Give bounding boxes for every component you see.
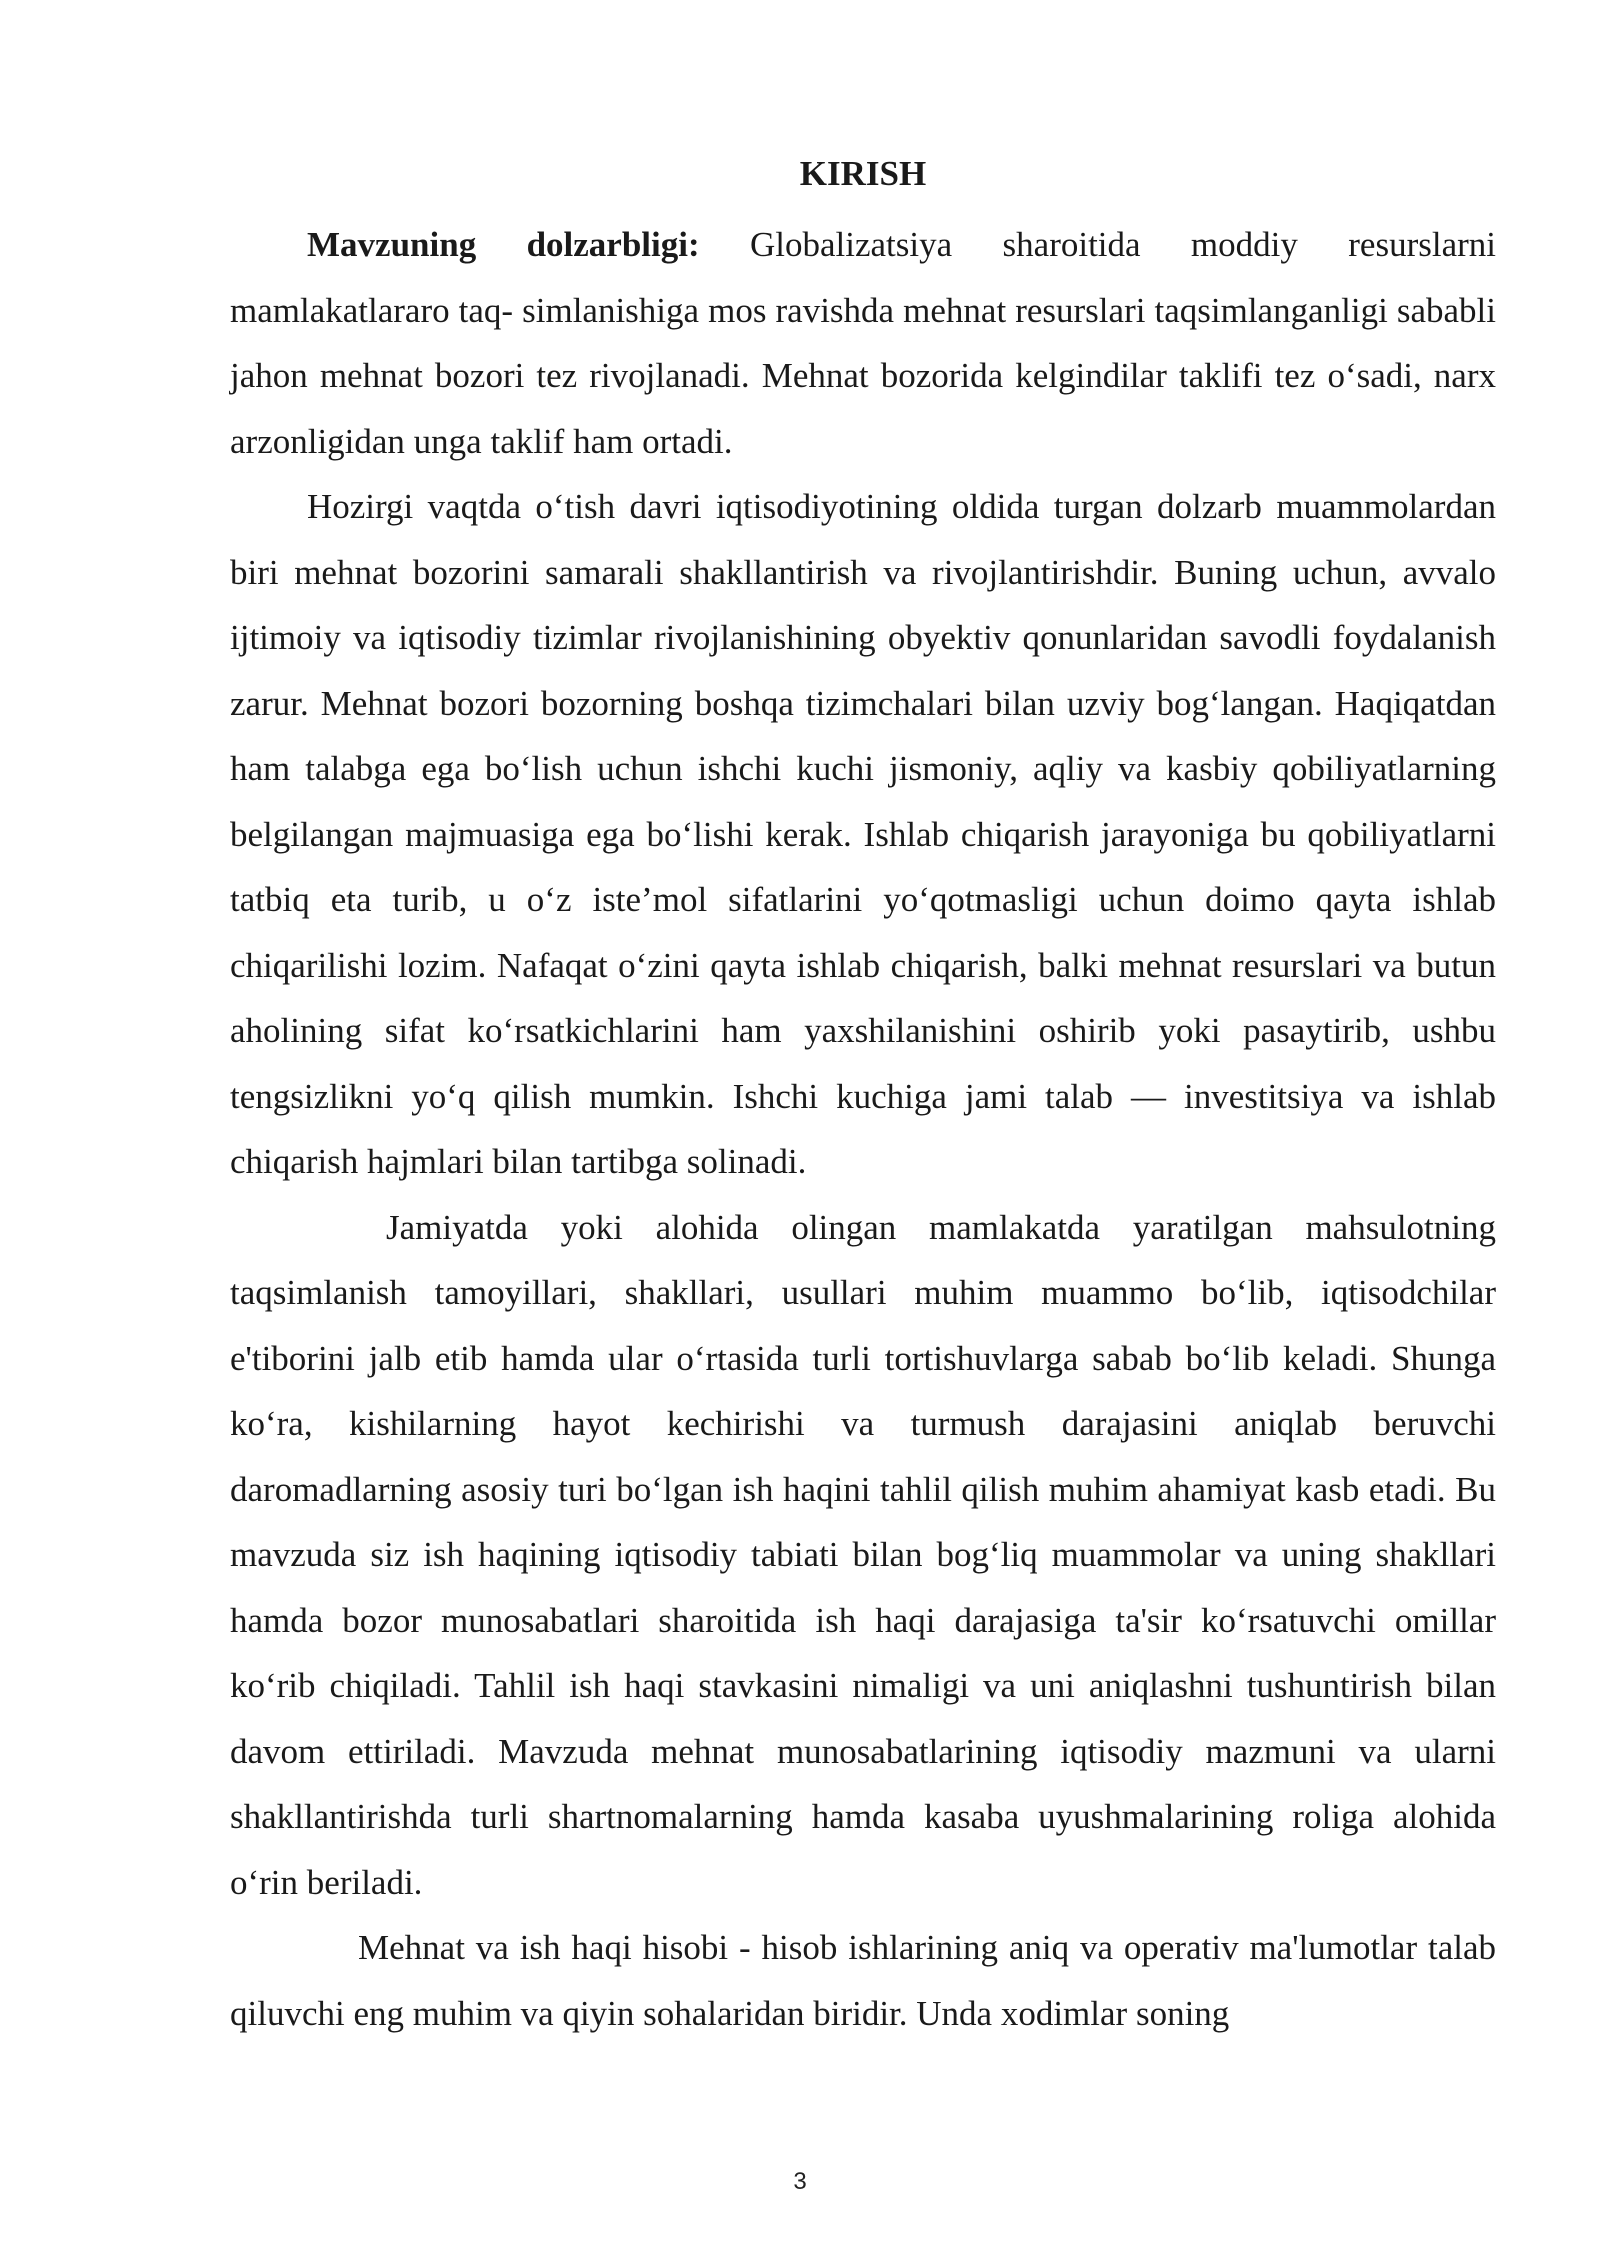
- paragraph: Jamiyatda yoki alohida olingan mamlakatda yaratilgan mahsulotning taqsimlanish tamoyillari, shakllari, usullari muhim muammo bo‘lib, iqtisodchilar e'tiborini jalb etib hamda ular o‘rtasida turli tortishuvlarga sabab bo‘lib keladi. Shunga ko‘ra, kishilarning hayot kechirishi va turmush darajasini aniqlab beruvchi daromadlarning asosiy turi bo‘lgan ish haqini tahlil qilish muhim ahamiyat kasb etadi. Bu mavzuda siz ish haqining iqtisodiy tabiati bilan bog‘liq muammolar va uning shakllari hamda bozor munosabatlari sharoitida ish haqi darajasiga ta'sir ko‘rsatuvchi omillar ko‘rib chiqiladi. Tahlil ish haqi stavkasini nimaligi va uni aniqlashni tushuntirish bilan davom ettiriladi. Mavzuda mehnat munosabatlarining iqtisodiy mazmuni va ularni shakllantirishda turli shartnomalarning hamda kasaba uyushmalarining roliga alohida o‘rin beriladi.: [230, 1207, 1496, 1902]
- paragraph-lead: Mavzuning dolzarbligi:: [307, 225, 700, 264]
- page-content: [230, 148, 1496, 2046]
- paragraph-relevance: [230, 212, 1496, 474]
- paragraph: Hozirgi vaqtda o‘tish davri iqtisodiyotining oldida turgan dolzarb muammolardan biri mehnat bozorini samarali shakllantirish va rivojlantirishdir. Buning uchun, avvalo ijtimoiy va iqtisodiy tizimlar rivojlanishining obyektiv qonunlaridan savodli foydalanish zarur. Mehnat bozori bozorning boshqa tizimchalari bilan uzviy bog‘langan. Haqiqatdan ham talabga ega bo‘lish uchun ishchi kuchi jismoniy, aqliy va kasbiy qobiliyatlarning belgilangan majmuasiga ega bo‘lishi kerak. Ishlab chiqarish jarayoniga bu qobiliyatlarni tatbiq eta turib, u o‘z iste’mol sifatlarini yo‘qotmasligi uchun doimo qayta ishlab chiqarilishi lozim. Nafaqat o‘zini qayta ishlab chiqarish, balki mehnat resurslari va butun aholining sifat ko‘rsatkichlarini ham yaxshilanishini oshirib yoki pasaytirib, ushbu tengsizlikni yo‘q qilish mumkin. Ishchi kuchiga jami talab — investitsiya va ishlab chiqarish hajmlari bilan tartibga solinadi.: [230, 487, 1496, 1181]
- section-heading: KIRISH: [799, 154, 927, 193]
- paragraph-text: Globalizatsiya sharoitida moddiy resurslarni mamlakatlararo taq- simlanishiga mos ravishda mehnat resurslari taqsimlanganligi sababli jahon mehnat bozori tez rivojlanadi. Mehnat bozorida kelgindilar taklifi tez o‘sadi, narx arzonligidan unga taklif ham ortadi.: [230, 225, 1496, 461]
- page-number: 3: [793, 2168, 807, 2195]
- paragraph: Mehnat va ish haqi hisobi - hisob ishlarining aniq va operativ ma'lumotlar talab qiluvchi eng muhim va qiyin sohalaridan biridir. Unda xodimlar soning: [230, 1928, 1496, 2033]
